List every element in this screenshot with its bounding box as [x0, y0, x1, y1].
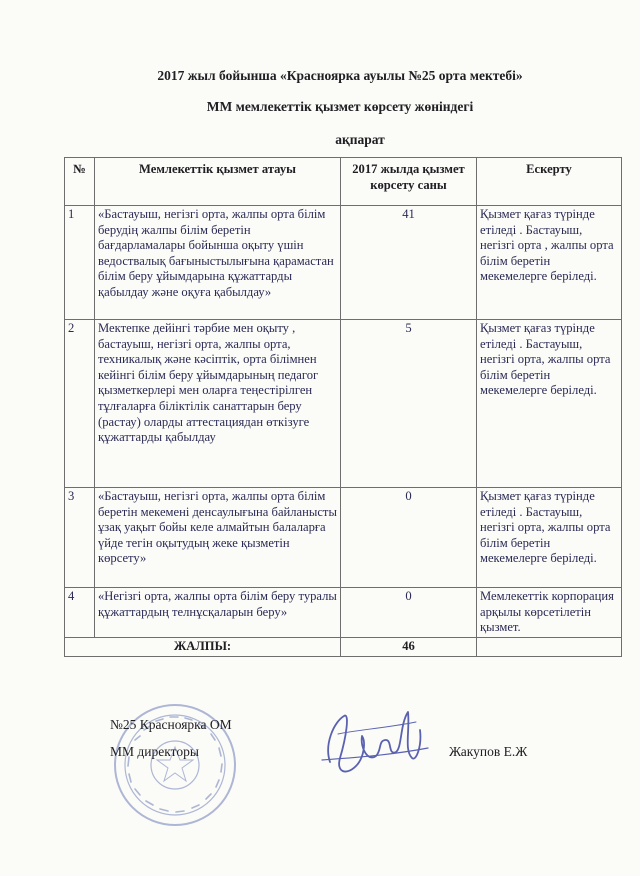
row-num: 4 — [65, 588, 95, 638]
row-num: 2 — [65, 320, 95, 488]
row-num: 1 — [65, 206, 95, 320]
total-label: ЖАЛПЫ: — [65, 638, 341, 657]
signature-organization: №25 Красноярка ОМ — [110, 717, 232, 732]
row-note: Қызмет қағаз түрінде етіледі . Бастауыш, негізгі орта , жалпы орта білім беретін мекемелерге беріледі. — [477, 206, 622, 320]
services-table — [64, 157, 622, 657]
row-service-count: 0 — [341, 488, 477, 588]
row-service-name: «Негізгі орта, жалпы орта білім беру туралы құжаттардың телнұсқаларын беру» — [95, 588, 341, 638]
director-signature — [316, 700, 436, 790]
table-total-row — [65, 638, 622, 657]
row-service-name: Мектепке дейінгі тәрбие мен оқыту , бастауыш, негізгі орта, жалпы орта, техникалық және кәсіптік, орта білімнен кейінгі білім беру ұйымдарының педагог қызметкерлері мен оларға теңестірілген тұлғаларға біліктілік санаттарын беру (растау) оларды аттестациядан өткізуге құжаттарды қабылдау — [95, 320, 341, 488]
row-service-name: «Бастауыш, негізгі орта, жалпы орта білім беретін мекемені денсаулығына байланысты ұзақ уақыт бойы келе алмайтын балаларға үйде тегін оқытудың жеке қызметін көрсету» — [95, 488, 341, 588]
header-note: Ескерту — [477, 158, 622, 206]
row-service-name: «Бастауыш, негізгі орта, жалпы орта білім берудің жалпы білім беретін бағдарламалары бойынша оқыту үшін ведоствалық бағыныстылығына қарамастан білім беру ұйымдарына құжаттарды қабылдау және оқуға қабылдау» — [95, 206, 341, 320]
row-service-count: 5 — [341, 320, 477, 488]
row-note: Қызмет қағаз түрінде етіледі . Бастауыш, негізгі орта, жалпы орта білім беретін мекемелерге беріледі. — [477, 320, 622, 488]
signature-name: Жакупов Е.Ж — [449, 744, 528, 759]
header-service-name: Мемлекеттік қызмет атауы — [95, 158, 341, 206]
table-header-row — [65, 158, 622, 206]
table-row — [65, 320, 622, 488]
row-service-count: 41 — [341, 206, 477, 320]
header-service-count: 2017 жылда қызмет көрсету саны — [341, 158, 477, 206]
row-num: 3 — [65, 488, 95, 588]
table-row — [65, 206, 622, 320]
table-row — [65, 588, 622, 638]
row-note: Қызмет қағаз түрінде етіледі . Бастауыш, негізгі орта, жалпы орта білім беретін мекемелерге беріледі. — [477, 488, 622, 588]
document-title-line-2: ММ мемлекеттік қызмет көрсету жөніндегі — [206, 99, 474, 114]
header-num: № — [65, 158, 95, 206]
signature-role: ММ директоры — [110, 744, 199, 759]
table-row — [65, 488, 622, 588]
total-note-empty — [477, 638, 622, 657]
row-note: Мемлекеттік корпорация арқылы көрсетілетін қызмет. — [477, 588, 622, 638]
row-service-count: 0 — [341, 588, 477, 638]
total-value: 46 — [341, 638, 477, 657]
document-title-line-3: ақпарат — [335, 132, 385, 147]
document-title-line-1: 2017 жыл бойынша «Красноярка ауылы №25 орта мектебі» — [157, 68, 523, 83]
